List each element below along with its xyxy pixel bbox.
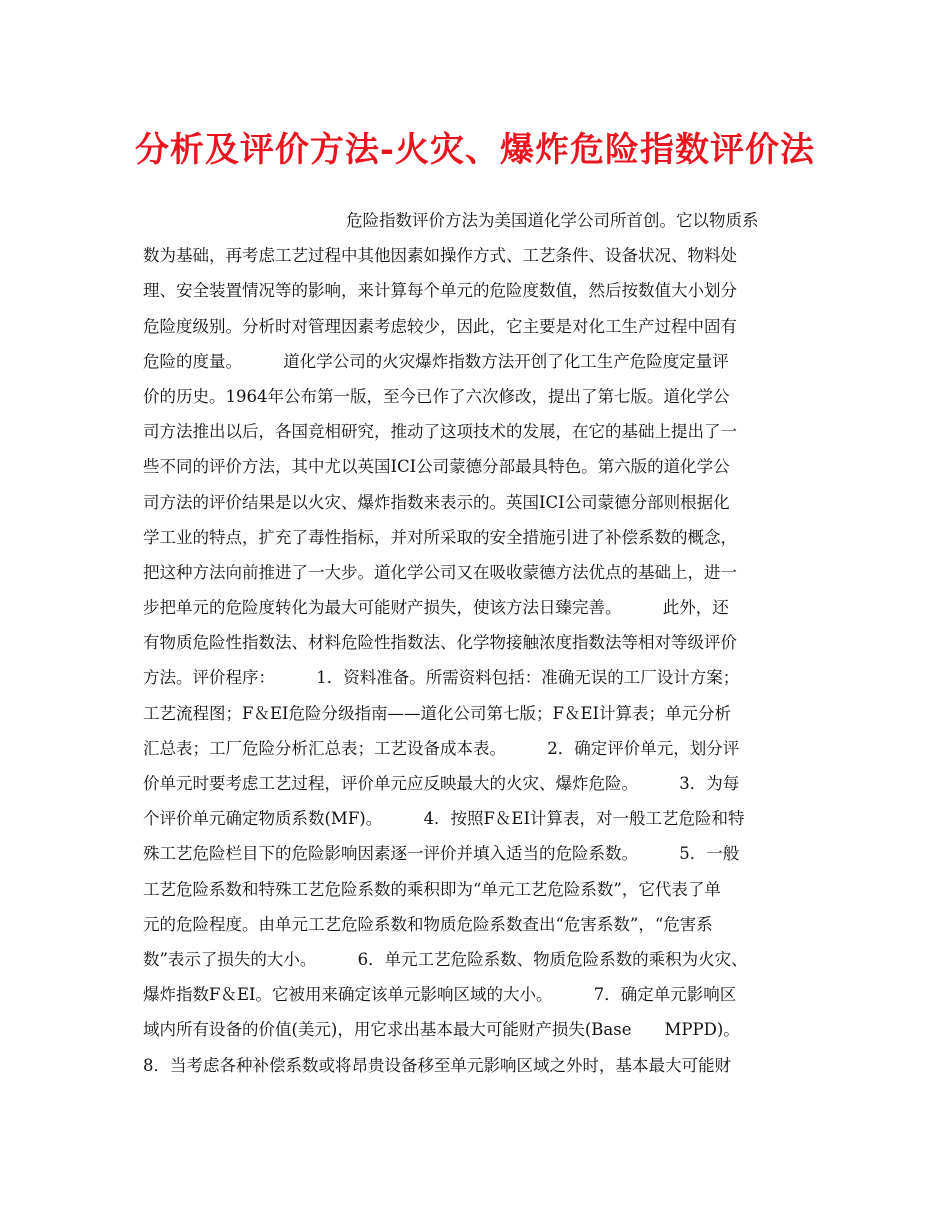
body-line: 司方法推出以后，各国竞相研究，推动了这项技术的发展，在它的基础上提出了一 xyxy=(143,422,737,442)
body-line: 危险度级别。分析时对管理因素考虑较少，因此，它主要是对化工生产过程中固有 xyxy=(143,316,737,336)
body-line: 汇总表；工厂危险分析汇总表；工艺设备成本表。 2．确定评价单元，划分评 xyxy=(143,738,740,758)
body-line: 8．当考虑各种补偿系数或将昂贵设备移至单元影响区域之外时，基本最大可能财 xyxy=(143,1055,731,1075)
body-line: 域内所有设备的价值(美元)，用它求出基本最大可能财产损失(Base MPPD)。 xyxy=(143,1020,740,1040)
body-line: 数为基础，再考虑工艺过程中其他因素如操作方式、工艺条件、设备状况、物料处 xyxy=(143,246,737,266)
body-line: 理、安全装置情况等的影响，来计算每个单元的危险度数值，然后按数值大小划分 xyxy=(143,281,737,301)
body-line: 元的危险程度。由单元工艺危险系数和物质危险系数查出“危害系数”，“危害系 xyxy=(143,914,713,934)
body-line: 危险指数评价方法为美国道化学公司所首创。它以物质系 xyxy=(346,211,759,230)
body-line: 数”表示了损失的大小。 6．单元工艺危险系数、物质危险系数的乘积为火灾、 xyxy=(143,949,748,969)
body-line: 殊工艺危险栏目下的危险影响因素逐一评价并填入适当的危险系数。 5．一般 xyxy=(143,844,740,864)
body-line: 司方法的评价结果是以火灾、爆炸指数来表示的。英国ICI公司蒙德分部则根据化 xyxy=(143,492,730,512)
body-line: 方法。评价程序： 1．资料准备。所需资料包括：准确无误的工厂设计方案； xyxy=(143,668,740,688)
body-line: 学工业的特点，扩充了毒性指标，并对所采取的安全措施引进了补偿系数的概念， xyxy=(143,527,737,547)
body-line: 工艺危险系数和特殊工艺危险系数的乘积即为“单元工艺危险系数”，它代表了单 xyxy=(143,879,721,899)
body-line: 把这种方法向前推进了一大步。道化学公司又在吸收蒙德方法优点的基础上，进一 xyxy=(143,562,737,582)
body-line: 工艺流程图；F＆EI危险分级指南——道化公司第七版；F＆EI计算表；单元分析 xyxy=(143,703,732,723)
body-line: 个评价单元确定物质系数(MF)。 4．按照F＆EI计算表，对一般工艺危险和特 xyxy=(143,809,745,829)
body-line: 有物质危险性指数法、材料危险性指数法、化学物接触浓度指数法等相对等级评价 xyxy=(143,633,737,653)
body-line: 步把单元的危险度转化为最大可能财产损失，使该方法日臻完善。 此外，还 xyxy=(143,598,729,618)
body-line: 价的历史。1964年公布第一版，至今已作了六次修改，提出了第七版。道化学公 xyxy=(143,386,730,406)
document-title: 分析及评价方法-火灾、爆炸危险指数评价法 xyxy=(134,130,816,170)
body-line: 危险的度量。 道化学公司的火灾爆炸指数方法开创了化工生产危险度定量评 xyxy=(143,351,729,371)
body-line: 价单元时要考虑工艺过程，评价单元应反映最大的火灾、爆炸危险。 3．为每 xyxy=(143,774,740,793)
body-line: 爆炸指数F＆EI。它被用来确定该单元影响区域的大小。 7．确定单元影响区 xyxy=(143,985,737,1005)
document-body xyxy=(143,203,819,1083)
body-line: 些不同的评价方法，其中尤以英国ICI公司蒙德分部最具特色。第六版的道化学公 xyxy=(143,457,730,477)
